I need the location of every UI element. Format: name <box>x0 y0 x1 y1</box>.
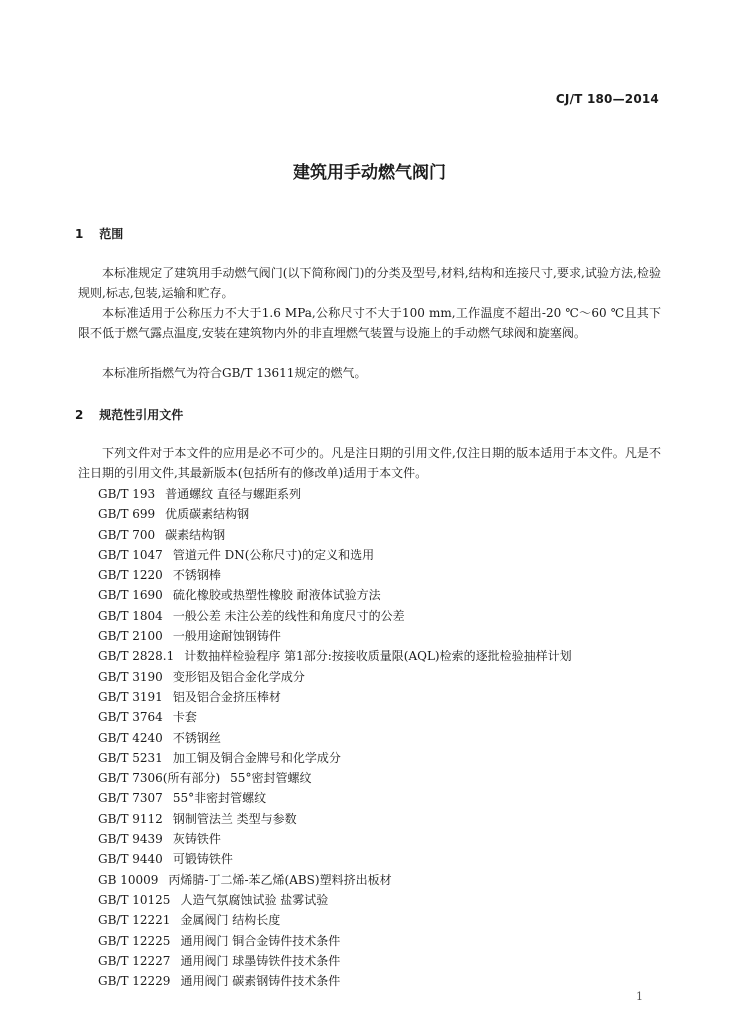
page-title: 建筑用手动燃气阀门 <box>293 163 446 183</box>
reference-item <box>98 565 668 585</box>
reference-title: 人造气氛腐蚀试验 盐雾试验 <box>180 892 329 907</box>
reference-title: 丙烯腈-丁二烯-苯乙烯(ABS)塑料挤出板材 <box>168 872 392 887</box>
reference-code: GB/T 7307 <box>98 791 163 806</box>
reference-item <box>98 585 668 605</box>
references-intro: 下列文件对于本文件的应用是必不可少的。凡是注日期的引用文件,仅注日期的版本适用于本文件。凡是不注日期的引用文件,其最新版本(包括所有的修改单)适用于本文件。 <box>78 446 661 480</box>
reference-item <box>98 809 668 829</box>
reference-item <box>98 788 668 808</box>
reference-code: GB 10009 <box>98 872 159 887</box>
section-2-heading <box>75 406 183 423</box>
standard-code: CJ/T 180—2014 <box>555 92 659 106</box>
reference-item <box>98 484 668 504</box>
scope-paragraph-1: 本标准规定了建筑用手动燃气阀门(以下简称阀门)的分类及型号,材料,结构和连接尺寸,要求,试验方法,检验规则,标志,包装,运输和贮存。 <box>78 266 661 300</box>
reference-item <box>98 646 668 666</box>
reference-code: GB/T 1047 <box>98 547 163 562</box>
reference-item <box>98 890 668 910</box>
reference-item <box>98 849 668 869</box>
reference-item <box>98 545 668 565</box>
reference-code: GB/T 699 <box>98 507 156 522</box>
reference-code: GB/T 2100 <box>98 629 163 644</box>
reference-code: GB/T 10125 <box>98 892 171 907</box>
reference-code: GB/T 3190 <box>98 669 163 684</box>
scope-paragraph-2: 本标准适用于公称压力不大于1.6 MPa,公称尺寸不大于100 mm,工作温度不超出-20 ℃～60 ℃且其下限不低于燃气露点温度,安装在建筑物内外的非直埋燃气装置与设施上的手动燃气球阀和旋塞阀。 <box>78 306 661 340</box>
reference-title: 通用阀门 球墨铸铁件技术条件 <box>180 953 341 968</box>
section-2-title: 规范性引用文件 <box>99 408 184 422</box>
section-1-title: 范围 <box>99 227 124 241</box>
reference-title: 硫化橡胶或热塑性橡胶 耐液体试验方法 <box>172 588 381 603</box>
reference-title: 55°密封管螺纹 <box>230 771 312 786</box>
reference-code: GB/T 12225 <box>98 933 171 948</box>
reference-item <box>98 971 668 991</box>
reference-item <box>98 525 668 545</box>
page-number: 1 <box>636 990 643 1003</box>
reference-item <box>98 707 668 727</box>
reference-title: 一般用途耐蚀钢铸件 <box>172 629 281 644</box>
reference-code: GB/T 700 <box>98 527 156 542</box>
reference-code: GB/T 4240 <box>98 730 163 745</box>
section-1-number: 1 <box>75 227 84 241</box>
reference-title: 变形铝及铝合金化学成分 <box>172 669 305 684</box>
reference-title: 金属阀门 结构长度 <box>180 913 281 928</box>
reference-title: 通用阀门 碳素钢铸件技术条件 <box>180 974 341 989</box>
reference-item <box>98 768 668 788</box>
reference-item <box>98 910 668 930</box>
reference-item <box>98 606 668 626</box>
reference-code: GB/T 12227 <box>98 953 171 968</box>
scope-paragraph-3: 本标准所指燃气为符合GB/T 13611规定的燃气。 <box>102 366 367 380</box>
section-1-heading <box>75 225 123 242</box>
reference-code: GB/T 9439 <box>98 832 163 847</box>
reference-title: 可锻铸铁件 <box>172 852 233 867</box>
reference-item <box>98 870 668 890</box>
reference-code: GB/T 9440 <box>98 852 163 867</box>
reference-code: GB/T 2828.1 <box>98 649 175 664</box>
reference-title: 不锈钢棒 <box>172 568 221 583</box>
reference-code: GB/T 1690 <box>98 588 163 603</box>
reference-title: 优质碳素结构钢 <box>165 507 250 522</box>
reference-title: 通用阀门 铜合金铸件技术条件 <box>180 933 341 948</box>
reference-title: 55°非密封管螺纹 <box>172 791 267 806</box>
reference-title: 计数抽样检验程序 第1部分:按接收质量限(AQL)检索的逐批检验抽样计划 <box>184 649 572 664</box>
reference-item <box>98 951 668 971</box>
reference-item <box>98 504 668 524</box>
reference-item <box>98 748 668 768</box>
reference-code: GB/T 3764 <box>98 710 163 725</box>
reference-title: 灰铸铁件 <box>172 832 221 847</box>
reference-code: GB/T 12229 <box>98 974 171 989</box>
reference-list <box>98 484 668 991</box>
reference-code: GB/T 9112 <box>98 811 163 826</box>
reference-title: 卡套 <box>172 710 197 725</box>
reference-code: GB/T 12221 <box>98 913 171 928</box>
reference-code: GB/T 193 <box>98 487 156 501</box>
reference-title: 一般公差 未注公差的线性和角度尺寸的公差 <box>172 608 405 623</box>
reference-item <box>98 728 668 748</box>
section-2-number: 2 <box>75 408 84 422</box>
reference-title: 钢制管法兰 类型与参数 <box>172 811 297 826</box>
reference-code: GB/T 7306(所有部分) <box>98 771 221 786</box>
reference-item <box>98 931 668 951</box>
reference-title: 普通螺纹 直径与螺距系列 <box>165 487 301 501</box>
reference-code: GB/T 3191 <box>98 689 163 704</box>
reference-title: 碳素结构钢 <box>165 527 226 542</box>
reference-code: GB/T 1804 <box>98 608 163 623</box>
reference-title: 不锈钢丝 <box>172 730 221 745</box>
reference-title: 铝及铝合金挤压棒材 <box>172 689 281 704</box>
reference-item <box>98 626 668 646</box>
reference-code: GB/T 5231 <box>98 750 163 765</box>
reference-code: GB/T 1220 <box>98 568 163 583</box>
reference-item <box>98 829 668 849</box>
reference-item <box>98 687 668 707</box>
reference-title: 加工铜及铜合金牌号和化学成分 <box>172 750 341 765</box>
reference-title: 管道元件 DN(公称尺寸)的定义和选用 <box>172 547 375 562</box>
reference-item <box>98 667 668 687</box>
